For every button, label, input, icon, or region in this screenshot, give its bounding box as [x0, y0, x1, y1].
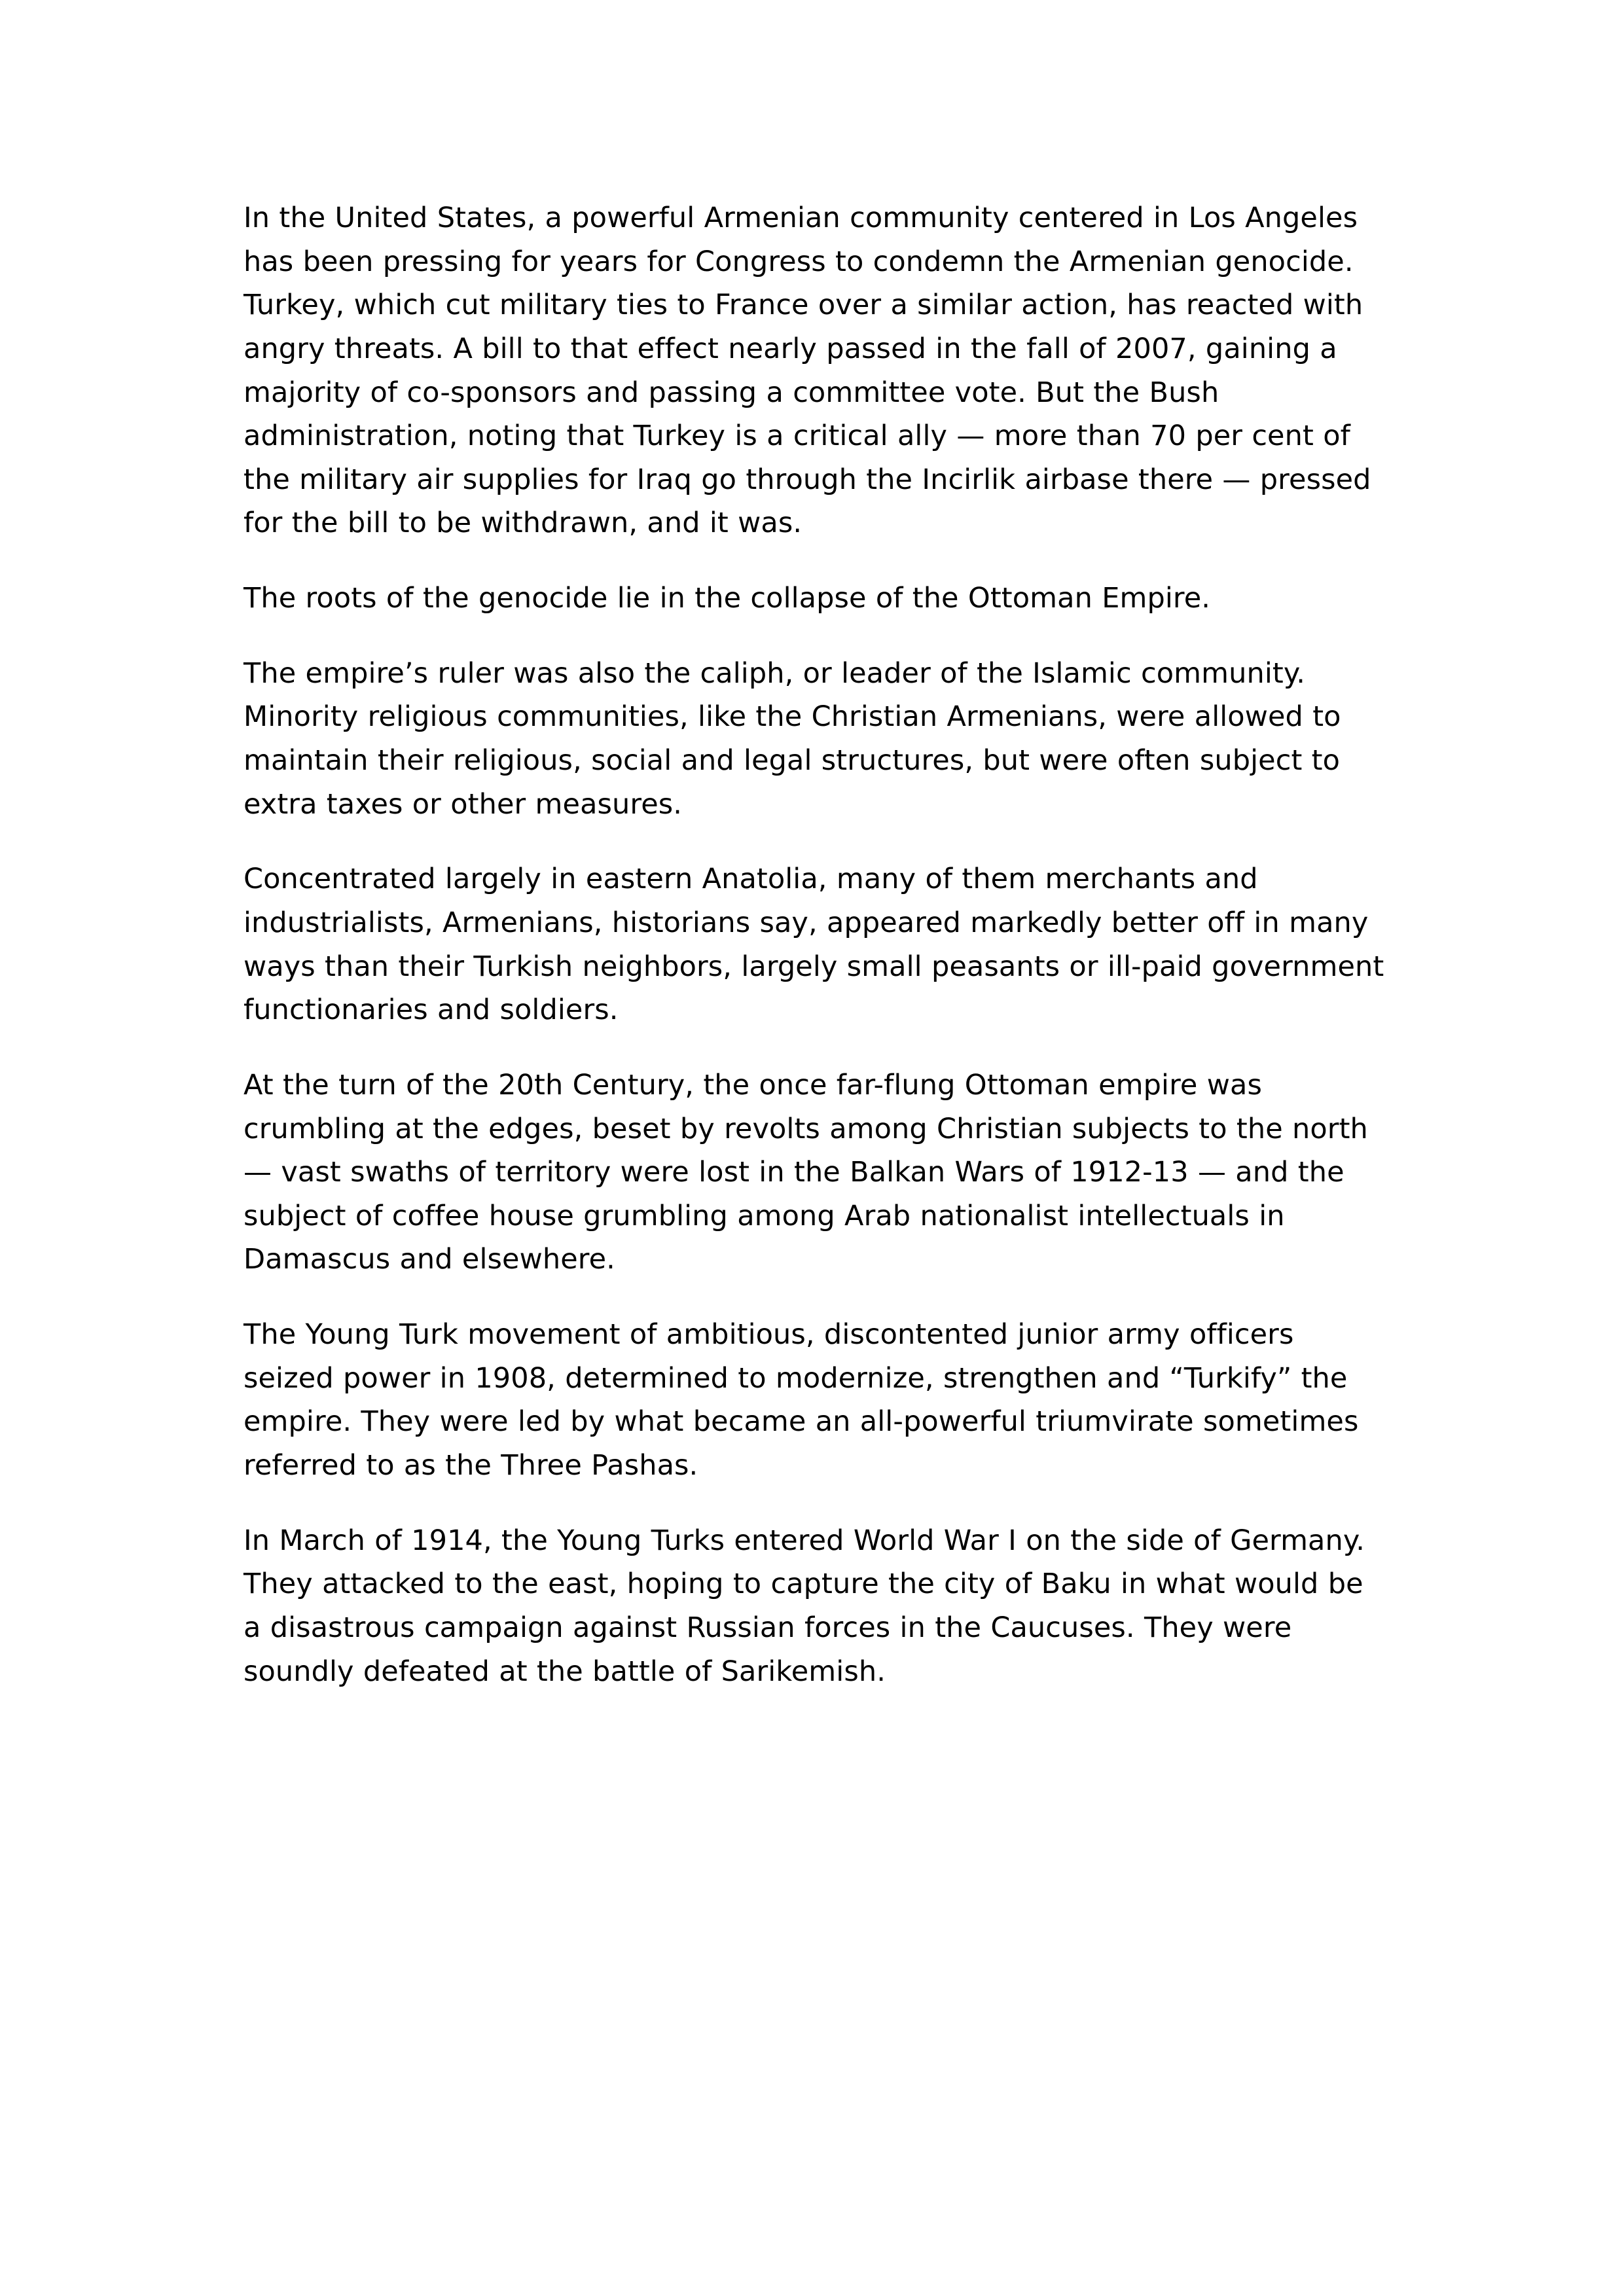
paragraph: At the turn of the 20th Century, the once far-flung Ottoman empire was crumbling at the edges, beset by revolts among Christian subjects to the north — vast swaths of territory were lost in the Balkan Wars of 1912-13 — and the subject of coffee house grumbling among Arab nationalist intellectuals in Damascus and elsewhere. — [244, 1068, 1368, 1276]
paragraph: The roots of the genocide lie in the collapse of the Ottoman Empire. — [244, 582, 1211, 615]
paragraph: The empire’s ruler was also the caliph, or leader of the Islamic community. Minority religious communities, like the Christian Armenians, were allowed to maintain their religious, social and legal structures, but were often subject to extra taxes or other measures. — [244, 656, 1341, 821]
paragraph: In the United States, a powerful Armenian community centered in Los Angeles has been pressing for years for Congress to condemn the Armenian genocide. Turkey, which cut military ties to France over a similar action, has reacted with angry threats. A bill to that effect nearly passed in the fall of 2007, gaining a majority of co-sponsors and passing a committee vote. But the Bush administration, noting that Turkey is a critical ally — more than 70 per cent of the military air supplies for Iraq go through the Incirlik airbase there — pressed for the bill to be withdrawn, and it was. — [244, 202, 1371, 540]
paragraph: Concentrated largely in eastern Anatolia, many of them merchants and industrialists, Armenians, historians say, appeared markedly better off in many ways than their Turkish neighbors, largely small peasants or ill-paid government functionaries and soldiers. — [244, 863, 1384, 1027]
document-body — [244, 196, 1386, 1693]
paragraph: The Young Turk movement of ambitious, discontented junior army officers seized power in 1908, determined to modernize, strengthen and “Turkify” the empire. They were led by what became an all-powerful triumvirate sometimes referred to as the Three Pashas. — [244, 1318, 1359, 1482]
paragraph: In March of 1914, the Young Turks entered World War I on the side of Germany. They attacked to the east, hoping to capture the city of Baku in what would be a disastrous campaign against Russian forces in the Caucuses. They were soundly defeated at the battle of Sarikemish. — [244, 1524, 1365, 1688]
